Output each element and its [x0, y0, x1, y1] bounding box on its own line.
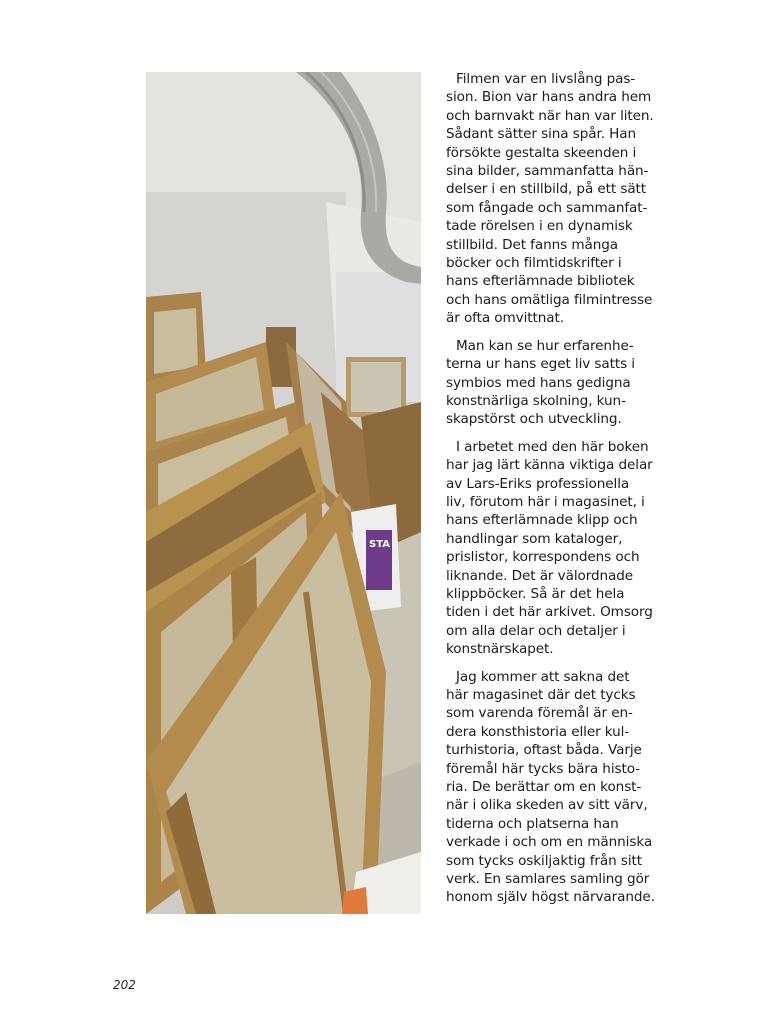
text-line: honom själv högst närvarande. — [446, 889, 655, 906]
text-line: tiderna och platserna han — [446, 815, 619, 832]
text-line: handlingar som kataloger, — [446, 530, 623, 547]
text-line: tade rörelsen i en dynamisk — [446, 218, 633, 235]
paragraph-1 — [446, 70, 674, 328]
text-line: om alla delar och detaljer i — [446, 622, 626, 639]
text-line: har jag lärt känna viktiga delar — [446, 457, 653, 474]
text-line: böcker och filmtidskrifter i — [446, 255, 622, 272]
text-line: tiden i det här arkivet. Omsorg — [446, 604, 653, 621]
paragraph-3 — [446, 438, 674, 659]
text-line: som varenda föremål är en- — [446, 705, 633, 722]
storage-room-illustration — [146, 72, 421, 914]
text-line: Man kan se hur erfarenhe- — [456, 337, 634, 354]
text-line: symbios med hans gedigna — [446, 374, 631, 391]
text-line: I arbetet med den här boken — [456, 438, 649, 455]
text-line: turhistoria, oftast båda. Varje — [446, 742, 642, 759]
text-line: här magasinet där det tycks — [446, 687, 636, 703]
text-line: och hans omätliga filmintresse — [446, 291, 653, 308]
text-line: Jag kommer att sakna det — [456, 668, 630, 685]
text-line: som tycks oskiljaktig från sitt — [446, 852, 643, 869]
text-line: hans efterlämnade bibliotek — [446, 273, 635, 290]
text-line: försökte gestalta skeenden i — [446, 144, 637, 161]
text-line: sion. Bion var hans andra hem — [446, 89, 652, 106]
text-line: konstnärliga skolning, kun- — [446, 392, 626, 409]
text-line: konstnärskapet. — [446, 641, 554, 658]
paragraph-4 — [446, 668, 674, 907]
text-line: Filmen var en livslång pas- — [456, 71, 636, 87]
storage-room-photo — [146, 72, 421, 914]
text-line: liknande. Det är välordnade — [446, 567, 634, 584]
page-number: 202 — [113, 978, 136, 992]
text-line: Sådant sätter sina spår. Han — [446, 126, 637, 143]
text-line: verk. En samlares samling gör — [446, 871, 650, 888]
text-line: föremål här tycks bära histo- — [446, 760, 640, 777]
text-line: sina bilder, sammanfatta hän- — [446, 163, 649, 180]
text-line: skapstörst och utveckling. — [446, 411, 622, 428]
paragraph-2 — [446, 337, 674, 429]
text-line: och barnvakt när han var liten. — [446, 107, 654, 124]
text-line: terna ur hans eget liv satts i — [446, 356, 635, 373]
text-line: verkade i och om en människa — [446, 834, 653, 851]
bag-label: STA — [369, 539, 390, 550]
text-line: av Lars-Eriks professionella — [446, 475, 630, 492]
text-line: dera konsthistoria eller kul- — [446, 723, 630, 740]
text-line: är ofta omvittnat. — [446, 310, 564, 327]
article-text — [446, 70, 674, 916]
text-line: klippböcker. Så är det hela — [446, 585, 625, 602]
text-line: som fångade och sammanfat- — [446, 199, 648, 216]
text-line: ria. De berättar om en konst- — [446, 779, 642, 796]
text-line: stillbild. Det fanns många — [446, 236, 618, 253]
text-line: hans efterlämnade klipp och — [446, 512, 638, 529]
text-line: när i olika skeden av sitt värv, — [446, 797, 648, 814]
text-line: delser i en stillbild, på ett sätt — [446, 181, 647, 198]
text-line: liv, förutom här i magasinet, i — [446, 493, 645, 510]
text-line: prislistor, korrespondens och — [446, 549, 640, 566]
